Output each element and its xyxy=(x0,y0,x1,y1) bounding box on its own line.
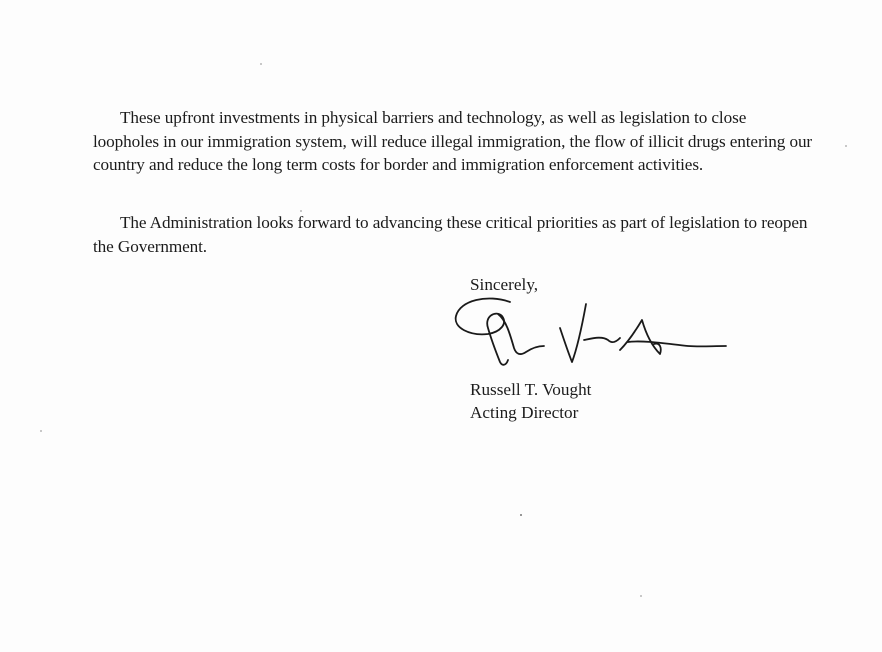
scan-speck xyxy=(640,595,642,597)
scan-speck xyxy=(260,63,262,65)
body-paragraph-investments: These upfront investments in physical barriers and technology, as well as legislation to close loopholes in our immigration system, will reduce illegal immigration, the flow of illicit drugs entering our country and reduce the long term costs for border and immigration enforcement activities. xyxy=(93,108,813,174)
signer-title: Acting Director xyxy=(470,403,579,422)
handwritten-signature xyxy=(448,290,738,370)
body-paragraph-administration: The Administration looks forward to advancing these critical priorities as part of legislation to reopen the Government. xyxy=(93,213,808,256)
scan-speck xyxy=(40,430,42,432)
scan-speck xyxy=(845,145,847,147)
scan-speck xyxy=(520,514,522,516)
scan-speck xyxy=(300,210,302,212)
closing-salutation: Sincerely, xyxy=(470,275,539,294)
signer-name: Russell T. Vought xyxy=(470,380,592,399)
